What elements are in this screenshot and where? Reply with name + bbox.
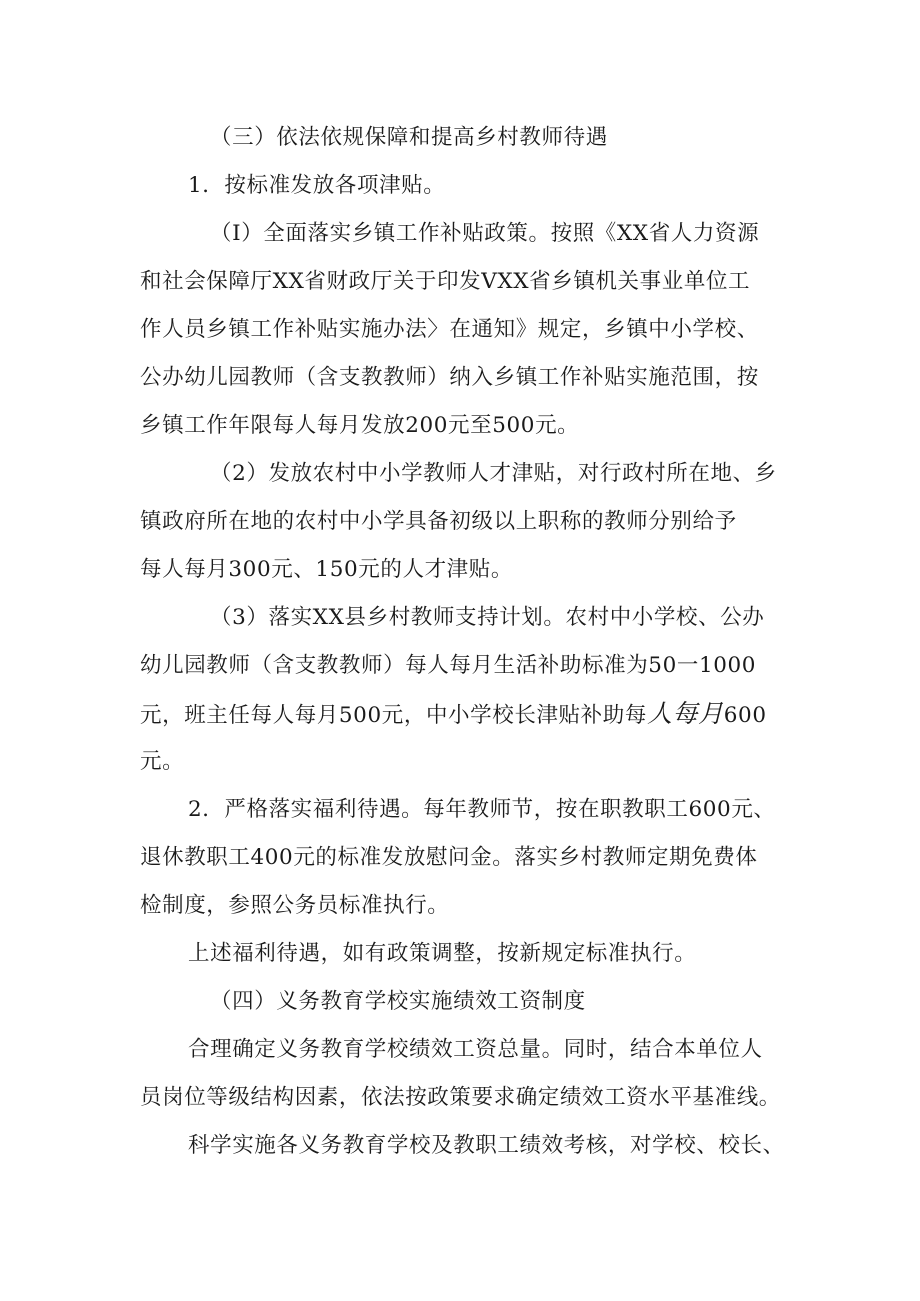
- paragraph-text: 元，班主任每人每月500元，中小学校长津贴补助每: [140, 703, 647, 728]
- paragraph-line: 作人员乡镇工作补贴实施办法〉在通知》规定，乡镇中小学校、: [140, 317, 759, 342]
- subheading-1: 1．按标准发放各项津贴。: [188, 173, 446, 198]
- paragraph-line: 2．严格落实福利待遇。每年教师节，按在职教职工600元、: [188, 797, 776, 822]
- section-heading-3: （三）依法依规保障和提高乡村教师待遇: [210, 125, 608, 150]
- paragraph-line: 每人每月300元、150元的人才津贴。: [140, 557, 513, 582]
- paragraph-line: 镇政府所在地的农村中小学具备初级以上职称的教师分别给予: [140, 509, 737, 534]
- paragraph-line: （I）全面落实乡镇工作补贴政策。按照《XX省人力资源: [210, 221, 760, 246]
- paragraph-line: 合理确定义务教育学校绩效工资总量。同时，结合本单位人: [188, 1037, 763, 1062]
- section-heading-4: （四）义务教育学校实施绩效工资制度: [210, 989, 586, 1014]
- paragraph-line: 上述福利待遇，如有政策调整，按新规定标准执行。: [188, 941, 697, 966]
- paragraph-line: 幼儿园教师（含支教教师）每人每月生活补助标准为50一1000: [140, 653, 757, 678]
- paragraph-line: 员岗位等级结构因素，依法按政策要求确定绩效工资水平基准线。: [140, 1085, 781, 1110]
- paragraph-line: [140, 699, 767, 731]
- paragraph-line: 退休教职工400元的标准发放慰问金。落实乡村教师定期免费体: [140, 845, 758, 870]
- paragraph-line: 检制度，参照公务员标准执行。: [140, 893, 450, 918]
- paragraph-line: 乡镇工作年限每人每月发放200元至500元。: [140, 413, 580, 438]
- paragraph-line: 科学实施各义务教育学校及教职工绩效考核，对学校、校长、: [188, 1133, 785, 1158]
- paragraph-line: （2）发放农村中小学教师人才津贴，对行政村所在地、乡: [210, 461, 777, 486]
- paragraph-line: 和社会保障厅XX省财政厅关于印发VXX省乡镇机关事业单位工: [140, 269, 751, 294]
- paragraph-text: 600: [723, 703, 767, 728]
- paragraph-line: 元。: [140, 749, 185, 774]
- paragraph-line: （3）落实XX县乡村教师支持计划。农村中小学校、公办: [210, 605, 765, 630]
- paragraph-line: 公办幼儿园教师（含支教教师）纳入乡镇工作补贴实施范围，按: [140, 365, 759, 390]
- handwritten-text: 人每月: [646, 699, 724, 728]
